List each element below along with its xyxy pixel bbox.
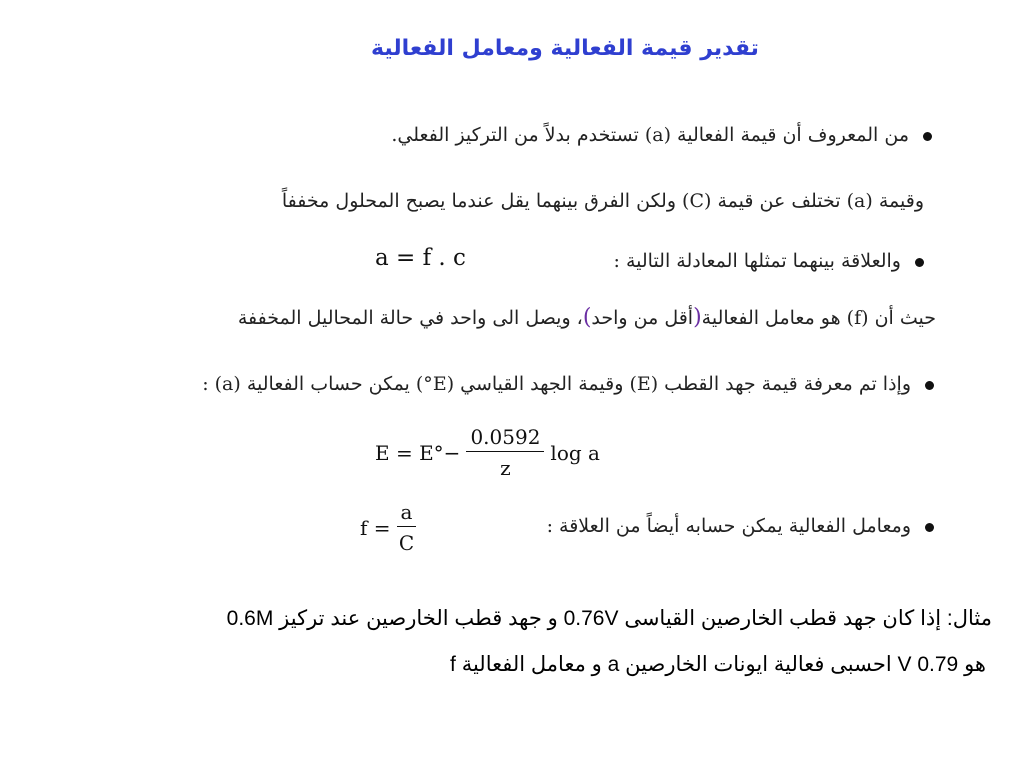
bullet-dot-icon — [925, 523, 934, 532]
nernst-formula — [375, 425, 600, 480]
paragraph-text-before: حيث أن (f) هو معامل الفعالية — [701, 307, 936, 329]
coefficient-formula — [360, 500, 422, 555]
bullet-potential — [202, 373, 934, 395]
example-line-1: مثال: إذا كان جهد قطب الخارصين القياسى 0.76V و جهد قطب الخارصين عند تركيز 0.6M — [226, 607, 992, 630]
formula2-fraction — [397, 500, 417, 555]
bullet-relation — [614, 250, 925, 272]
formula-numerator: 0.0592 — [466, 425, 544, 452]
paragraph-text-after: ، ويصل الى واحد في حالة المحاليل المخففة — [237, 307, 583, 329]
relation-equation: a = f . c — [375, 245, 466, 271]
paragraph-text-inner: أقل من واحد — [591, 307, 694, 329]
bullet-dot-icon — [925, 381, 934, 390]
paragraph-activity-coefficient — [238, 305, 936, 330]
bullet-text: وإذا تم معرفة قيمة جهد القطب (E) وقيمة الجهد القياسي (E°) يمكن حساب الفعالية (a) : — [202, 373, 911, 395]
bullet-text: من المعروف أن قيمة الفعالية (a) تستخدم بدلاً من التركيز الفعلي. — [391, 124, 909, 146]
formula2-numerator: a — [397, 500, 417, 527]
formula-fraction — [466, 425, 544, 480]
formula-lhs: E = E°− — [375, 440, 461, 465]
paren-open: ( — [693, 305, 702, 330]
formula2-lhs: f = — [360, 515, 391, 540]
example-line-2: هو 0.79 V احسبى فعالية ايونات الخارصين a و معامل الفعالية f — [450, 653, 986, 676]
paragraph-text: وقيمة (a) تختلف عن قيمة (C) ولكن الفرق بينهما يقل عندما يصبح المحلول مخففاً — [281, 190, 924, 212]
paren-close: ) — [582, 305, 592, 330]
bullet-activity-definition — [391, 124, 932, 146]
bullet-text: ومعامل الفعالية يمكن حسابه أيضاً من العلاقة : — [546, 515, 911, 537]
paragraph-activity-vs-concentration — [282, 190, 924, 212]
formula-denominator: z — [500, 456, 511, 480]
formula2-denominator: C — [398, 531, 415, 555]
bullet-dot-icon — [923, 132, 932, 141]
bullet-coefficient-relation — [547, 515, 934, 537]
slide-title: تقدير قيمة الفعالية ومعامل الفعالية — [371, 36, 759, 61]
formula-rhs: log a — [550, 440, 600, 465]
bullet-text: والعلاقة بينهما تمثلها المعادلة التالية : — [613, 250, 901, 272]
bullet-dot-icon — [915, 258, 924, 267]
